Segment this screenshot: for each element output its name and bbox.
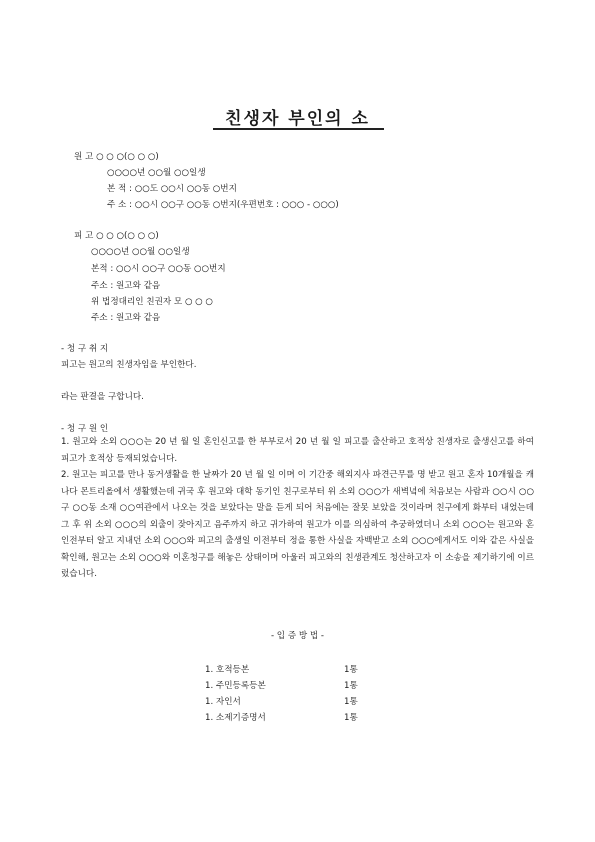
defendant-label: 피 고 ○ ○ ○(○ ○ ○) bbox=[74, 231, 159, 241]
claim-purpose-heading: - 청 구 취 지 bbox=[61, 344, 109, 354]
plaintiff-address: 주 소 : ○○시 ○○구 ○○동 ○번지(우편번호 : ○○○ - ○○○) bbox=[107, 200, 339, 210]
evidence-item-name: 1. 자인서 bbox=[205, 697, 241, 707]
defendant-domicile: 본적 : ○○시 ○○구 ○○동 ○○번지 bbox=[91, 264, 226, 274]
plaintiff-domicile: 본 적 : ○○도 ○○시 ○○동 ○번지 bbox=[107, 184, 237, 194]
plaintiff-label: 원 고 ○ ○ ○(○ ○ ○) bbox=[74, 152, 159, 162]
evidence-item-count: 1통 bbox=[344, 713, 358, 723]
evidence-item-count: 1통 bbox=[344, 681, 358, 691]
claim-cause-heading: - 청 구 원 인 bbox=[61, 424, 109, 434]
evidence-item-name: 1. 호적등본 bbox=[205, 665, 250, 675]
claim-cause-paragraph-1: 1. 원고와 소외 ○○○는 20 년 월 일 혼인신고를 한 부부로서 20 년 월 일 피고를 출산하고 호적상 친생자로 출생신고를 하여 피고가 호적상 등재되었습니다. bbox=[61, 437, 534, 464]
evidence-item-count: 1통 bbox=[344, 697, 358, 707]
document-title: 친생자 부인의 소 bbox=[225, 109, 370, 129]
title-underline bbox=[213, 128, 384, 130]
evidence-heading: - 입 증 방 법 - bbox=[270, 631, 325, 641]
evidence-item-name: 1. 소제기증명서 bbox=[205, 713, 266, 723]
claim-cause-paragraph-2: 2. 원고는 피고를 만나 동거생활을 한 날짜가 20 년 월 일 이며 이 기간중 해외지사 파견근무를 명 받고 원고 혼자 10개월을 캐나다 몬트리올에서 생활했는데 귀국 후 원고와 대학 동기인 친구로부터 위 소외 ○○○가 새벽녘에 처음보는 사람과 ○○시 ○○구 ○○동 소재 ○○여관에서 나오는 것을 보았다는 말을 듣게 되어 처음에는 잘못 보았을 것이라며 친구에게 화부터 내었는데 그 후 위 소외 ○○○의 외출이 잦아지고 음주까지 하고 귀가하여 원고가 이를 의심하여 추궁하였더니 소외 ○○○는 원고와 혼인전부터 알고 지내던 소외 ○○○와 피고의 출생일 이전부터 정을 통한 사실을 자백받고 소외 ○○○에게서도 이와 같은 사실을 확인해, 원고는 소외 ○○○와 이혼청구를 해놓은 상태이며 아울러 피고와의 친생관계도 청산하고자 이 소송을 제기하기에 이르렀습니다. bbox=[61, 470, 534, 579]
defendant-address: 주소 : 원고와 같음 bbox=[91, 281, 161, 291]
plaintiff-birth: ○○○○년 ○○월 ○○일생 bbox=[107, 168, 206, 178]
evidence-item-count: 1통 bbox=[344, 665, 358, 675]
defendant-rep-address: 주소 : 원고와 같음 bbox=[91, 313, 161, 323]
claim-purpose-closing: 라는 판결을 구합니다. bbox=[61, 392, 144, 402]
claim-purpose-text: 피고는 원고의 친생자임을 부인한다. bbox=[61, 360, 197, 370]
defendant-birth: ○○○○년 ○○월 ○○일생 bbox=[91, 247, 190, 257]
evidence-item-name: 1. 주민등록등본 bbox=[205, 681, 266, 691]
defendant-representative: 위 법정대리인 친권자 모 ○ ○ ○ bbox=[91, 297, 213, 307]
